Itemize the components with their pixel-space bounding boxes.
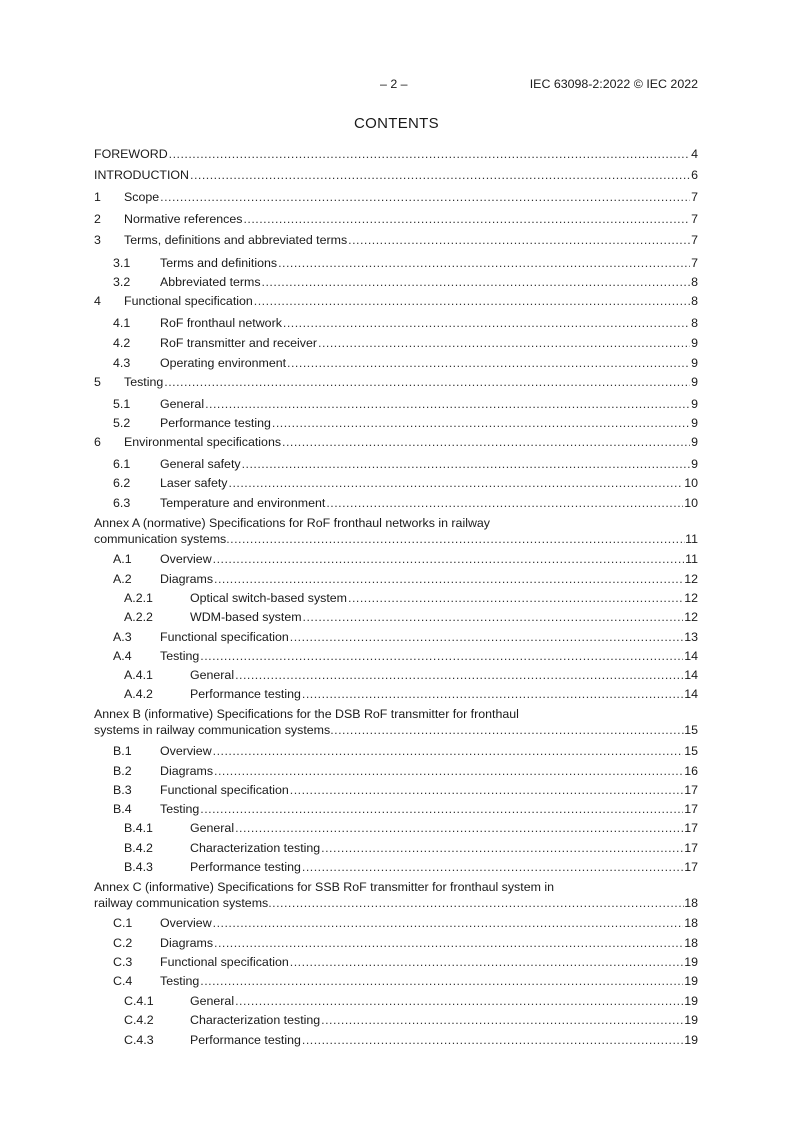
toc-page-number: 7 (691, 233, 698, 247)
toc-entry[interactable] (94, 915, 698, 931)
toc-section-number: 3.1 (113, 256, 131, 270)
toc-page-number: 17 (684, 860, 698, 874)
leader-dots (160, 189, 690, 205)
toc-entry[interactable] (94, 551, 698, 567)
toc-entry[interactable] (94, 706, 698, 738)
toc-entry-title: Optical switch-based system (190, 591, 348, 605)
leader-dots (235, 993, 683, 1009)
leader-dots (303, 609, 684, 625)
toc-entry-title: Performance testing (160, 416, 271, 430)
toc-page-number: 15 (684, 744, 698, 758)
toc-entry-title: Performance testing (190, 1033, 301, 1047)
toc-section-number: A.2.1 (124, 591, 153, 605)
toc-entry-title: Testing (160, 802, 200, 816)
toc-page-number: 6 (691, 168, 698, 182)
toc-page-number: 8 (691, 294, 698, 308)
toc-section-number: B.1 (113, 744, 132, 758)
leader-dots (205, 396, 690, 412)
toc-entry-title: Terms and definitions (160, 256, 278, 270)
toc-section-number: C.4.1 (124, 994, 154, 1008)
leader-dots (272, 415, 690, 431)
toc-page-number: 7 (691, 212, 698, 226)
toc-entry-title: Diagrams (160, 572, 214, 586)
page-title: CONTENTS (354, 115, 439, 132)
toc-page-number: 11 (685, 552, 698, 566)
toc-entry[interactable] (94, 609, 698, 625)
leader-dots (348, 590, 683, 606)
toc-section-number: B.2 (113, 764, 132, 778)
toc-page-number: 17 (684, 821, 698, 835)
toc-entry-title: Performance testing (190, 687, 301, 701)
toc-page-number: 12 (684, 572, 698, 586)
leader-dots (164, 374, 690, 390)
leader-dots (243, 211, 690, 227)
toc-entry[interactable] (94, 840, 698, 856)
toc-section-number: 6.3 (113, 496, 131, 510)
toc-entry-title: Diagrams (160, 764, 214, 778)
toc-section-number: A.3 (113, 630, 132, 644)
toc-section-number: A.2 (113, 572, 132, 586)
toc-section-number: C.4.2 (124, 1013, 154, 1027)
leader-dots (229, 475, 684, 491)
toc-page-number: 18 (684, 936, 698, 950)
toc-entry[interactable] (94, 993, 698, 1009)
toc-page-number: 9 (691, 397, 698, 411)
toc-page-number: 19 (684, 1013, 698, 1027)
toc-section-number: B.4.3 (124, 860, 153, 874)
toc-page-number: 9 (691, 375, 698, 389)
toc-section-number: B.4.2 (124, 841, 153, 855)
leader-dots (318, 335, 690, 351)
toc-entry-title: Functional specification (124, 294, 253, 308)
toc-page-number: 18 (684, 896, 698, 910)
toc-entry[interactable] (94, 571, 698, 587)
toc-entry-title: General (190, 994, 235, 1008)
leader-dots (262, 274, 691, 290)
toc-entry[interactable] (94, 954, 698, 970)
leader-dots (290, 782, 683, 798)
toc-entry[interactable] (94, 1032, 698, 1048)
toc-entry[interactable] (94, 232, 698, 248)
toc-page-number: 4 (691, 147, 698, 161)
toc-entry[interactable] (94, 475, 698, 491)
toc-page-number: 14 (684, 668, 698, 682)
toc-entry-title: Overview (160, 916, 212, 930)
toc-page-number: 8 (691, 316, 698, 330)
toc-page-number: 13 (684, 630, 698, 644)
toc-entry[interactable] (94, 1012, 698, 1028)
leader-dots (242, 456, 691, 472)
toc-entry[interactable] (94, 434, 698, 450)
toc-page-number: 12 (684, 610, 698, 624)
toc-entry[interactable] (94, 515, 698, 547)
leader-dots (213, 743, 684, 759)
toc-entry[interactable] (94, 686, 698, 702)
toc-entry-title: General safety (160, 457, 241, 471)
toc-section-number: B.4 (113, 802, 132, 816)
toc-entry-title: Diagrams (160, 936, 214, 950)
toc-entry[interactable] (94, 255, 698, 271)
leader-dots (200, 801, 683, 817)
leader-dots (213, 551, 684, 567)
toc-page-number: 7 (691, 190, 698, 204)
toc-section-number: C.4.3 (124, 1033, 154, 1047)
toc-entry[interactable] (94, 743, 698, 759)
standard-reference: IEC 63098-2:2022 © IEC 2022 (529, 77, 698, 91)
toc-page-number: 19 (684, 994, 698, 1008)
toc-page-number: 10 (684, 496, 698, 510)
toc-entry[interactable] (94, 335, 698, 351)
toc-section-number: 4.3 (113, 356, 131, 370)
toc-entry-title: General (160, 397, 205, 411)
toc-entry-title: General (190, 668, 235, 682)
toc-entry[interactable] (94, 374, 698, 390)
toc-section-number: A.4.2 (124, 687, 153, 701)
toc-section-number: 5.2 (113, 416, 131, 430)
leader-dots (235, 667, 683, 683)
toc-section-number: 3.2 (113, 275, 131, 289)
leader-dots (287, 355, 690, 371)
leader-dots (278, 255, 690, 271)
toc-section-number: C.3 (113, 955, 133, 969)
leader-dots (213, 915, 684, 931)
toc-section-number: A.4.1 (124, 668, 153, 682)
toc-page-number: 12 (684, 591, 698, 605)
toc-entry-title: Functional specification (160, 630, 289, 644)
toc-section-number: A.2.2 (124, 610, 153, 624)
toc-page-number: 17 (684, 841, 698, 855)
page-number: – 2 – (380, 77, 408, 91)
toc-entry-title: Laser safety (160, 476, 228, 490)
toc-page-number: 9 (691, 336, 698, 350)
toc-page-number: 16 (684, 764, 698, 778)
toc-entry[interactable] (94, 189, 698, 205)
toc-entry-title: Overview (160, 744, 212, 758)
leader-dots (348, 232, 690, 248)
leader-dots (268, 895, 684, 911)
toc-entry-title: Temperature and environment (160, 496, 326, 510)
toc-entry-title: Testing (160, 649, 200, 663)
toc-entry-title: WDM-based system (190, 610, 302, 624)
toc-entry-title: Annex A (normative) Specifications for RoF fronthaul networks in railway (94, 516, 490, 530)
leader-dots (321, 1012, 683, 1028)
toc-entry-title: Abbreviated terms (160, 275, 261, 289)
toc-entry[interactable] (94, 167, 698, 183)
toc-section-number: 2 (94, 212, 101, 226)
leader-dots (200, 973, 683, 989)
toc-entry-title: Environmental specifications (124, 435, 282, 449)
toc-page-number: 14 (684, 687, 698, 701)
toc-entry[interactable] (94, 782, 698, 798)
toc-page-number: 7 (691, 256, 698, 270)
toc-entry-title: Annex C (informative) Specifications for SSB RoF transmitter for fronthaul system in (94, 880, 554, 894)
leader-dots (302, 859, 683, 875)
toc-section-number: 6 (94, 435, 101, 449)
leader-dots (326, 495, 683, 511)
toc-entry[interactable] (94, 667, 698, 683)
toc-section-number: 4.2 (113, 336, 131, 350)
toc-entry-title: Characterization testing (190, 841, 321, 855)
toc-entry-title-continued: railway communication systems (94, 896, 269, 910)
toc-section-number: 6.1 (113, 457, 131, 471)
toc-section-number: B.4.1 (124, 821, 153, 835)
toc-page-number: 15 (684, 723, 698, 737)
toc-entry[interactable] (94, 973, 698, 989)
leader-dots (330, 722, 684, 738)
toc-entry-title: Scope (124, 190, 160, 204)
leader-dots (283, 315, 690, 331)
toc-entry-title: Terms, definitions and abbreviated terms (124, 233, 348, 247)
toc-page-number: 9 (691, 457, 698, 471)
toc-section-number: C.4 (113, 974, 133, 988)
toc-page-number: 10 (684, 476, 698, 490)
toc-section-number: A.4 (113, 649, 132, 663)
toc-page-number: 19 (684, 974, 698, 988)
toc-entry-title: Testing (160, 974, 200, 988)
toc-entry[interactable] (94, 355, 698, 371)
toc-entry[interactable] (94, 629, 698, 645)
toc-entry-title: Functional specification (160, 783, 289, 797)
leader-dots (254, 293, 690, 309)
toc-entry[interactable] (94, 396, 698, 412)
leader-dots (214, 571, 683, 587)
toc-section-number: 4 (94, 294, 101, 308)
toc-entry[interactable] (94, 590, 698, 606)
toc-entry[interactable] (94, 293, 698, 309)
toc-section-number: 6.2 (113, 476, 131, 490)
leader-dots (200, 648, 683, 664)
toc-page-number: 14 (684, 649, 698, 663)
toc-page-number: 17 (684, 783, 698, 797)
toc-entry-title: INTRODUCTION (94, 168, 189, 182)
leader-dots (290, 629, 683, 645)
toc-entry[interactable] (94, 801, 698, 817)
leader-dots (290, 954, 683, 970)
toc-entry-title-continued: communication systems (94, 532, 227, 546)
toc-entry[interactable] (94, 763, 698, 779)
toc-page-number: 9 (691, 435, 698, 449)
toc-entry[interactable] (94, 648, 698, 664)
toc-page-number: 18 (684, 916, 698, 930)
leader-dots (321, 840, 683, 856)
toc-page-number: 11 (685, 532, 698, 546)
leader-dots (214, 763, 683, 779)
leader-dots (214, 935, 683, 951)
toc-section-number: 1 (94, 190, 101, 204)
toc-section-number: 3 (94, 233, 101, 247)
toc-page-number: 9 (691, 356, 698, 370)
toc-section-number: C.1 (113, 916, 133, 930)
toc-entry[interactable] (94, 146, 698, 162)
toc-entry[interactable] (94, 415, 698, 431)
leader-dots (302, 1032, 683, 1048)
toc-entry-title: Functional specification (160, 955, 289, 969)
toc-entry[interactable] (94, 879, 698, 911)
toc-entry[interactable] (94, 456, 698, 472)
toc-entry[interactable] (94, 274, 698, 290)
toc-entry[interactable] (94, 495, 698, 511)
toc-entry[interactable] (94, 211, 698, 227)
toc-entry-title: Normative references (124, 212, 243, 226)
toc-entry-title: RoF transmitter and receiver (160, 336, 318, 350)
toc-entry-title: Testing (124, 375, 164, 389)
toc-entry-title: Overview (160, 552, 212, 566)
toc-page-number: 17 (684, 802, 698, 816)
toc-entry-title: Annex B (informative) Specifications for the DSB RoF transmitter for fronthaul (94, 707, 519, 721)
leader-dots (169, 146, 690, 162)
toc-entry-title-continued: systems in railway communication systems (94, 723, 331, 737)
toc-entry[interactable] (94, 859, 698, 875)
leader-dots (190, 167, 690, 183)
toc-entry[interactable] (94, 315, 698, 331)
toc-section-number: 5.1 (113, 397, 131, 411)
toc-page-number: 19 (684, 955, 698, 969)
leader-dots (302, 686, 683, 702)
toc-section-number: 4.1 (113, 316, 131, 330)
toc-entry-title: RoF fronthaul network (160, 316, 282, 330)
toc-entry[interactable] (94, 935, 698, 951)
toc-entry-title: Performance testing (190, 860, 301, 874)
toc-entry[interactable] (94, 820, 698, 836)
toc-entry-title: Operating environment (160, 356, 287, 370)
toc-section-number: A.1 (113, 552, 132, 566)
toc-entry-title: FOREWORD (94, 147, 168, 161)
leader-dots (282, 434, 690, 450)
toc-page-number: 8 (691, 275, 698, 289)
toc-section-number: C.2 (113, 936, 133, 950)
toc-page-number: 9 (691, 416, 698, 430)
toc-section-number: B.3 (113, 783, 132, 797)
leader-dots (226, 531, 685, 547)
toc-section-number: 5 (94, 375, 101, 389)
toc-page-number: 19 (684, 1033, 698, 1047)
toc-entry-title: Characterization testing (190, 1013, 321, 1027)
leader-dots (235, 820, 683, 836)
toc-entry-title: General (190, 821, 235, 835)
